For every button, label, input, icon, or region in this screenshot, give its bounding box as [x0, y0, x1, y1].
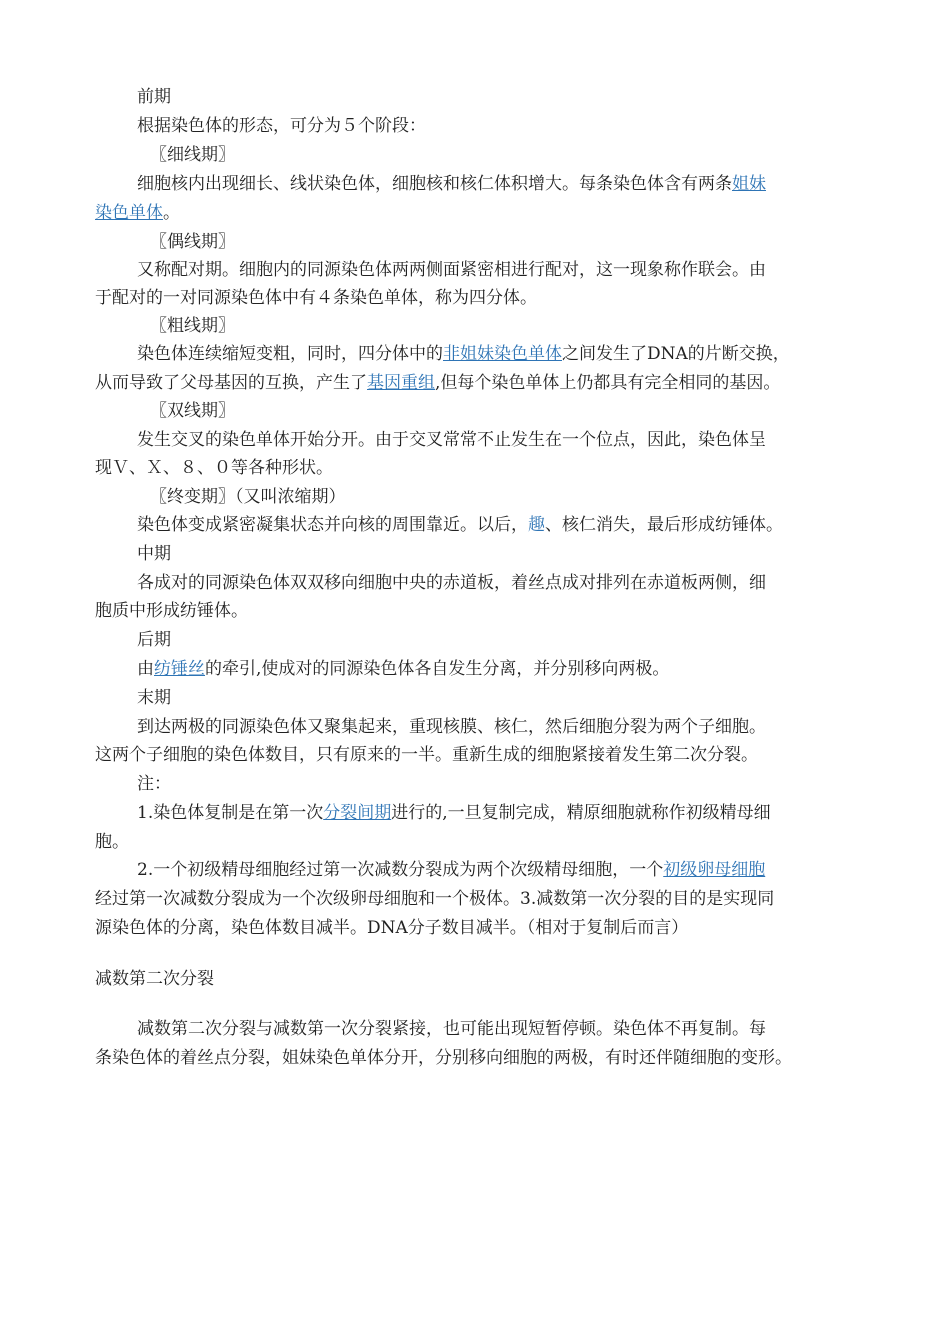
paragraph-line: 源染色体的分离，染色体数目减半。DNA分子数目减半。（相对于复制后而言） [95, 918, 689, 938]
link-spindle-fiber[interactable]: 纺锤丝 [154, 659, 205, 679]
link-sister-chromatid-cont[interactable]: 染色单体 [95, 203, 163, 223]
heading-anaphase: 后期 [137, 630, 171, 650]
text-span: 。 [163, 203, 180, 223]
paragraph-line [137, 342, 790, 366]
paragraph-line: 各成对的同源染色体双双移向细胞中央的赤道板，着丝点成对排列在赤道板两侧，细 [137, 573, 766, 593]
text-span: 染色体变成紧密凝集状态并向核的周围靠近。以后， [137, 515, 528, 535]
paragraph-line [137, 858, 765, 882]
paragraph-line [137, 801, 771, 825]
paragraph-line: 于配对的一对同源染色体中有４条染色单体，称为四分体。 [95, 288, 537, 308]
paragraph-line [95, 201, 180, 225]
text-span: 2.一个初级精母细胞经过第一次减数分裂成为两个次级精母细胞，一个 [137, 860, 664, 880]
paragraph-line: 减数第二次分裂与减数第一次分裂紧接，也可能出现短暂停顿。染色体不再复制。每 [137, 1019, 766, 1039]
paragraph-line [137, 172, 766, 196]
paragraph-line [137, 657, 669, 681]
heading-telophase: 末期 [137, 688, 171, 708]
text-span: 由 [137, 659, 154, 679]
link-gene-recombination[interactable]: 基因重组 [367, 373, 435, 393]
text-span: 从而导致了父母基因的互换，产生了 [95, 373, 367, 393]
text-span: 染色体连续缩短变粗，同时，四分体中的 [137, 344, 443, 364]
heading-prophase: 前期 [137, 87, 171, 107]
paragraph-line [95, 371, 780, 395]
text-span: 进行的,一旦复制完成，精原细胞就称作初级精母细 [391, 803, 771, 823]
paragraph-line: 发生交叉的染色单体开始分开。由于交叉常常不止发生在一个位点，因此，染色体呈 [137, 430, 766, 450]
heading-metaphase: 中期 [137, 544, 171, 564]
text-span: 细胞核内出现细长、线状染色体，细胞核和核仁体积增大。每条染色体含有两条 [137, 174, 732, 194]
link-sister-chromatid[interactable]: 姐妹 [732, 174, 766, 194]
paragraph-line: 条染色体的着丝点分裂，姐妹染色单体分开，分别移向细胞的两极，有时还伴随细胞的变形。 [95, 1048, 792, 1068]
text-span: 、核仁消失，最后形成纺锤体。 [545, 515, 783, 535]
link-non-sister-chromatid[interactable]: 非姐妹染色单体 [443, 344, 562, 364]
paragraph-line: 胞质中形成纺锤体。 [95, 601, 248, 621]
text-span: 的牵引,使成对的同源染色体各自发生分离，并分别移向两极。 [205, 659, 670, 679]
paragraph-line: 又称配对期。细胞内的同源染色体两两侧面紧密相进行配对，这一现象称作联会。由 [137, 260, 766, 280]
link-interphase[interactable]: 分裂间期 [323, 803, 392, 823]
text-span: 之间发生了DNA的片断交换， [562, 344, 790, 364]
paragraph-line: 到达两极的同源染色体又聚集起来，重现核膜、核仁，然后细胞分裂为两个子细胞。 [137, 717, 766, 737]
paragraph-line: 现Ｖ、Ｘ、８、０等各种形状。 [95, 458, 333, 478]
stage-heading-leptotene: 〖细线期〗 [150, 145, 235, 165]
stage-heading-diplotene: 〖双线期〗 [150, 401, 235, 421]
stage-heading-zygotene: 〖偶线期〗 [150, 232, 235, 252]
paragraph-line [137, 513, 783, 537]
stage-heading-diakinesis: 〖终变期〗（又叫浓缩期） [150, 487, 346, 507]
stage-heading-pachytene: 〖粗线期〗 [150, 316, 235, 336]
paragraph-text: 根据染色体的形态，可分为５个阶段： [137, 116, 426, 136]
link-primary-oocyte[interactable]: 初级卵母细胞 [663, 860, 766, 880]
paragraph-line: 这两个子细胞的染色体数目，只有原来的一半。重新生成的细胞紧接着发生第二次分裂。 [95, 745, 758, 765]
note-label: 注： [137, 774, 171, 794]
link-qu[interactable]: 趣 [528, 515, 545, 535]
text-span: 1.染色体复制是在第一次 [137, 803, 324, 823]
text-span: ,但每个染色单体上仍都具有完全相同的基因。 [435, 373, 781, 393]
paragraph-line: 胞。 [95, 832, 129, 852]
paragraph-line: 经过第一次减数分裂成为一个次级卵母细胞和一个极体。3.减数第一次分裂的目的是实现同 [95, 889, 775, 909]
section-heading-meiosis-ii: 减数第二次分裂 [95, 969, 214, 989]
